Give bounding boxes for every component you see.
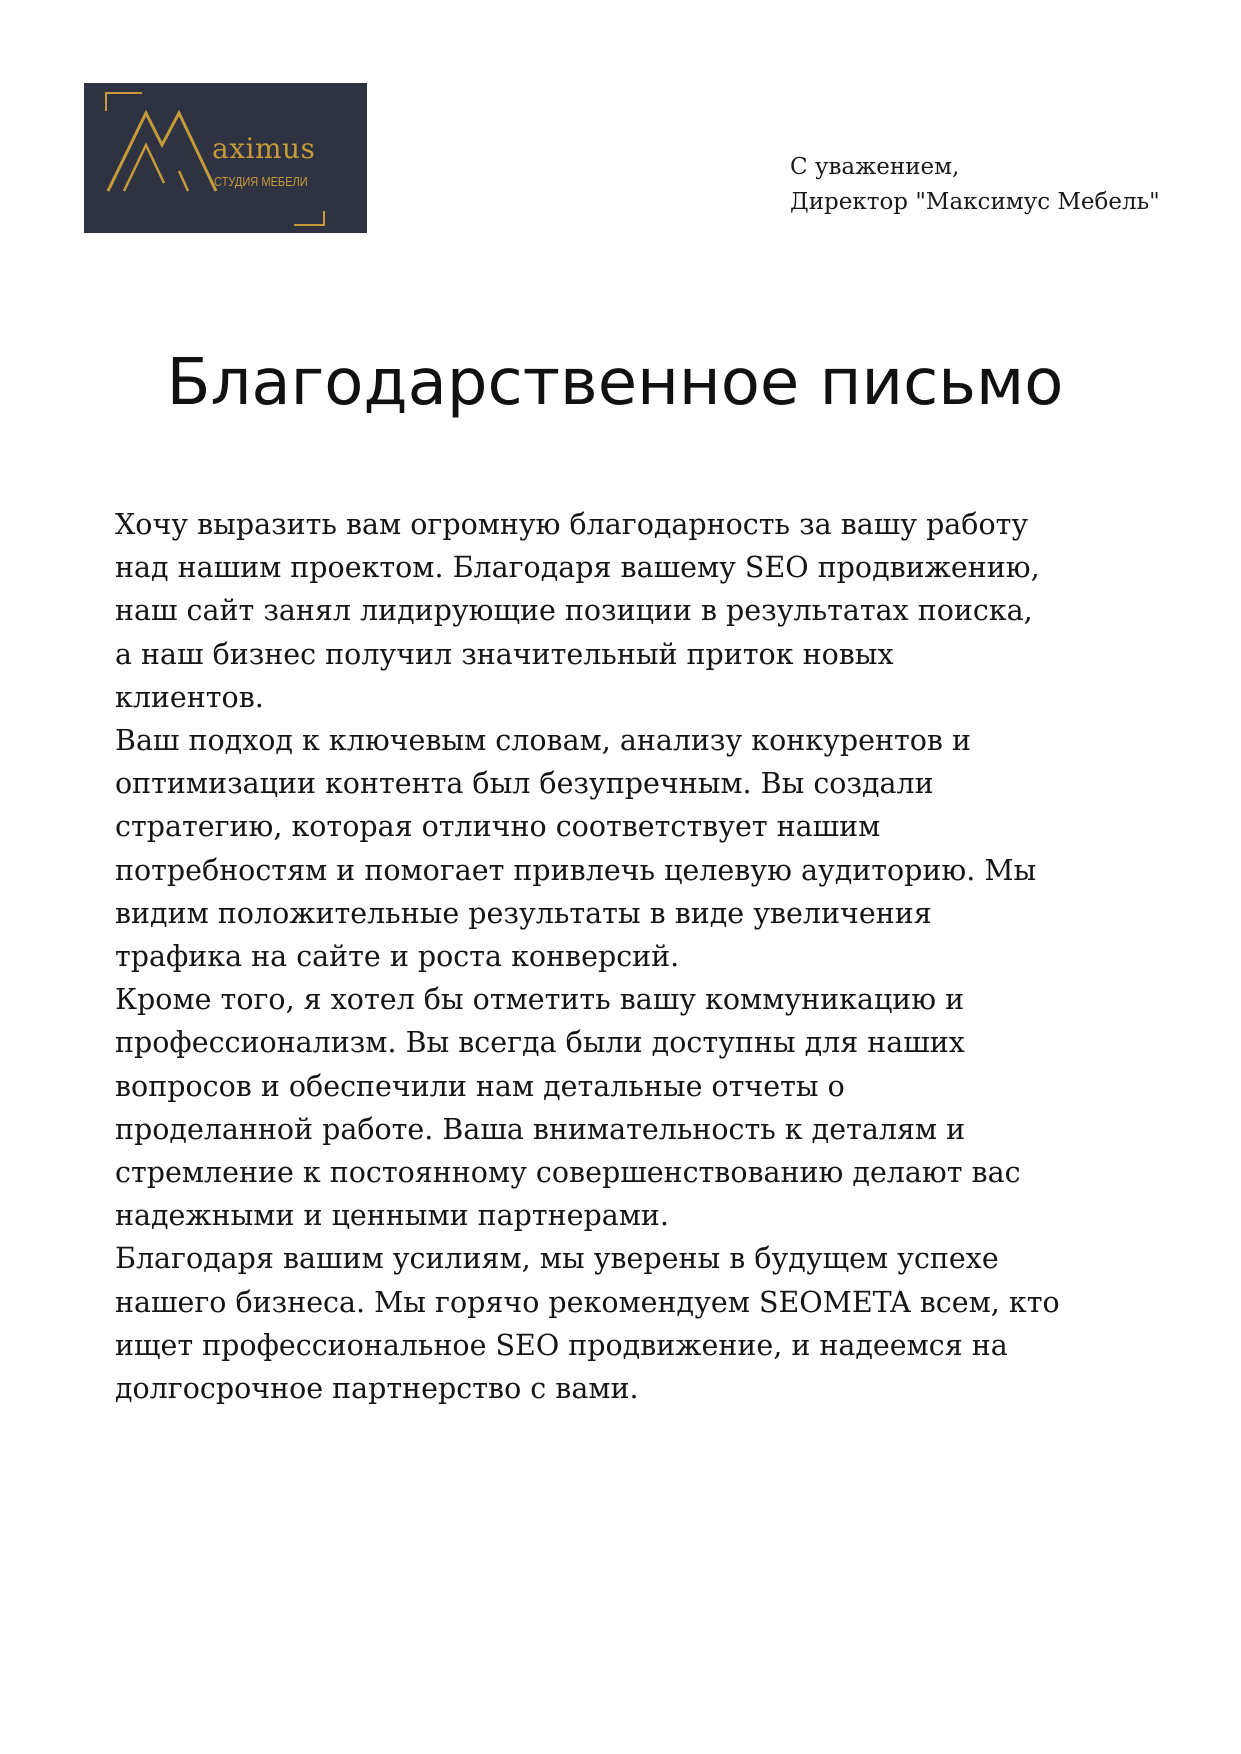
page-title: Благодарственное письмо xyxy=(166,346,1064,420)
letter-line: а наш бизнес получил значительный приток новых xyxy=(115,637,894,671)
letter-line: Благодаря вашим усилиям, мы уверены в будущем успехе xyxy=(115,1242,999,1276)
letter-line: трафика на сайте и роста конверсий. xyxy=(115,940,680,974)
letter-line: потребностям и помогает привлечь целевую аудиторию. Мы xyxy=(115,853,1037,887)
letter-body xyxy=(115,503,1125,1410)
letter-line: Ваш подход к ключевым словам, анализу конкурентов и xyxy=(115,724,971,758)
letter-line: видим положительные результаты в виде увеличения xyxy=(115,896,932,930)
letter-line: долгосрочное партнерство с вами. xyxy=(115,1372,639,1406)
letter-line: стремление к постоянному совершенствованию делают вас xyxy=(115,1156,1021,1190)
signature-greeting: С уважением, xyxy=(790,154,960,180)
logo-wordmark: aximus xyxy=(212,132,316,165)
letter-line: вопросов и обеспечили нам детальные отчеты о xyxy=(115,1069,845,1103)
letter-line: проделанной работе. Ваша внимательность к деталям и xyxy=(115,1112,966,1146)
signature-block xyxy=(790,150,1160,220)
letter-line: стратегию, которая отлично соответствует нашим xyxy=(115,810,881,844)
logo-subtitle: СТУДИЯ МЕБЕЛИ xyxy=(214,174,308,189)
letter-line: наш сайт занял лидирующие позиции в результатах поиска, xyxy=(115,594,1033,628)
letter-line: Хочу выразить вам огромную благодарность за вашу работу xyxy=(115,508,1029,541)
letter-line: профессионализм. Вы всегда были доступны для наших xyxy=(115,1026,965,1060)
letter-line: Кроме того, я хотел бы отметить вашу коммуникацию и xyxy=(115,983,965,1017)
signature-position: Директор "Максимус Мебель" xyxy=(790,189,1160,215)
letter-line: над нашим проектом. Благодаря вашему SEO продвижению, xyxy=(115,551,1040,585)
letter-line: ищет профессиональное SEO продвижение, и надеемся на xyxy=(115,1328,1008,1362)
letter-line: оптимизации контента был безупречным. Вы создали xyxy=(115,767,934,801)
letter-line: надежными и ценными партнерами. xyxy=(115,1199,669,1233)
letter-line: клиентов. xyxy=(115,680,264,714)
company-logo xyxy=(84,83,367,233)
letter-line: нашего бизнеса. Мы горячо рекомендуем SEOMETA всем, кто xyxy=(115,1285,1060,1319)
